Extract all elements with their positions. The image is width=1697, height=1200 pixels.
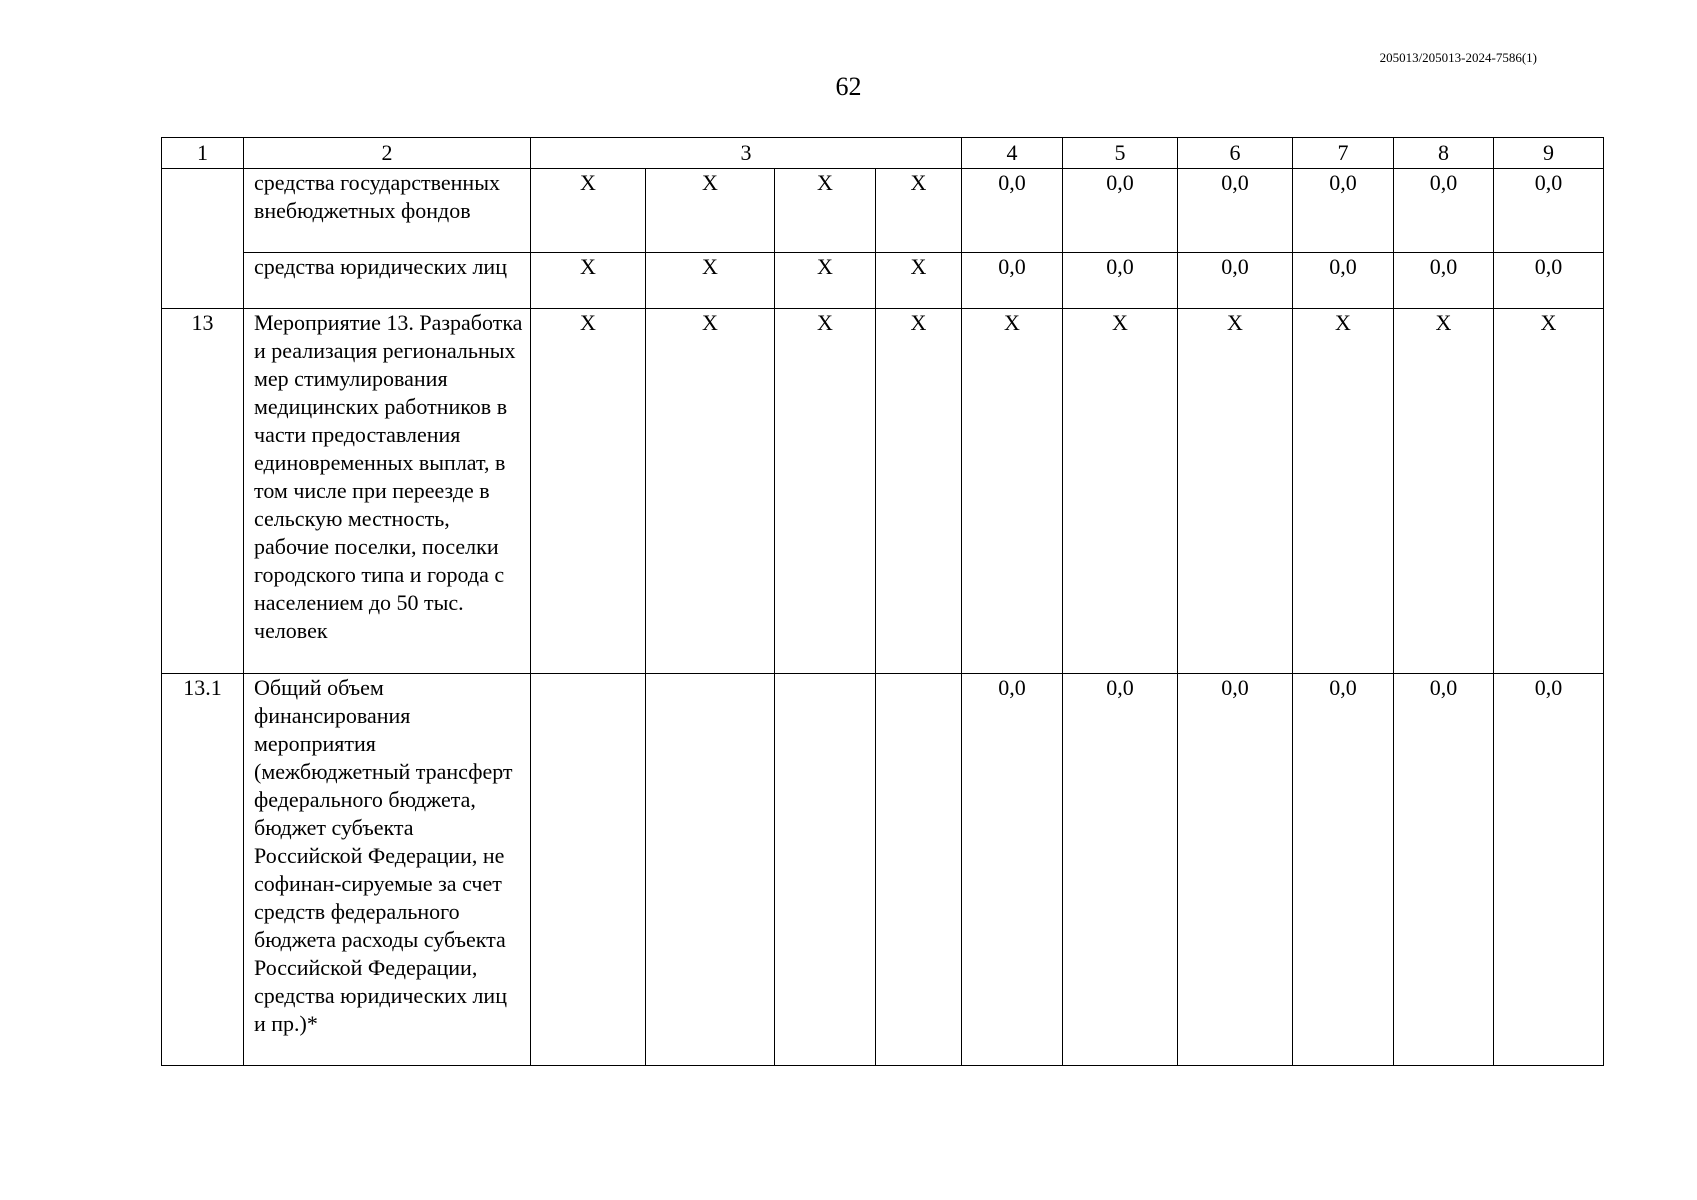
data-table (161, 137, 1604, 1066)
table-cell: 0,0 (1494, 674, 1604, 1066)
table-cell: 0,0 (1394, 253, 1494, 309)
column-header: 8 (1394, 138, 1494, 169)
table-cell: X (646, 169, 775, 253)
row-description: средства юридических лиц (244, 253, 531, 309)
table-row (162, 169, 1604, 253)
table-cell: 0,0 (1063, 253, 1178, 309)
table-cell: 0,0 (1178, 169, 1293, 253)
column-header: 9 (1494, 138, 1604, 169)
table-cell: 0,0 (962, 169, 1063, 253)
table-cell: 0,0 (1293, 169, 1394, 253)
header-row (162, 138, 1604, 169)
column-header: 5 (1063, 138, 1178, 169)
column-header: 4 (962, 138, 1063, 169)
table-row (162, 309, 1604, 674)
table-cell: 0,0 (1494, 253, 1604, 309)
column-header: 7 (1293, 138, 1394, 169)
table-cell: 0,0 (1178, 674, 1293, 1066)
table-cell: 0,0 (1063, 674, 1178, 1066)
document-id: 205013/205013-2024-7586(1) (1379, 50, 1537, 65)
table-row (162, 674, 1604, 1066)
table-cell: X (1178, 309, 1293, 674)
table-cell: 0,0 (1394, 674, 1494, 1066)
table-cell: X (876, 309, 962, 674)
table-cell: X (1394, 309, 1494, 674)
column-header: 3 (531, 138, 962, 169)
row-description: средства государственных внебюджетных фондов (244, 169, 531, 253)
table-cell: X (646, 253, 775, 309)
table-cell: X (775, 253, 876, 309)
table-cell: X (1494, 309, 1604, 674)
table-cell: X (876, 253, 962, 309)
table-cell (646, 674, 775, 1066)
table-cell: X (531, 169, 646, 253)
page-number: 62 (835, 72, 862, 101)
table-cell: X (1293, 309, 1394, 674)
table-cell: 0,0 (1394, 169, 1494, 253)
table-cell: X (531, 309, 646, 674)
table-cell (775, 674, 876, 1066)
table-cell (531, 674, 646, 1066)
row-number (162, 169, 244, 309)
row-number: 13.1 (162, 674, 244, 1066)
table-cell: 0,0 (1293, 674, 1394, 1066)
table-cell: X (531, 253, 646, 309)
table-row (162, 253, 1604, 309)
row-description: Мероприятие 13. Разработка и реализация региональных мер стимулирования медицинских работников в части предоставления единовременных выплат, в том числе при переезде в сельскую местность, рабочие поселки, поселки городского типа и города с населением до 50 тыс. человек (244, 309, 531, 674)
table-cell: X (962, 309, 1063, 674)
table-cell: X (775, 169, 876, 253)
table-cell: X (775, 309, 876, 674)
table-cell: 0,0 (962, 253, 1063, 309)
table-cell (876, 674, 962, 1066)
table-cell: X (646, 309, 775, 674)
table-cell: 0,0 (1178, 253, 1293, 309)
table-cell: 0,0 (1494, 169, 1604, 253)
table-cell: 0,0 (962, 674, 1063, 1066)
table-cell: X (1063, 309, 1178, 674)
row-number: 13 (162, 309, 244, 674)
column-header: 1 (162, 138, 244, 169)
table-cell: 0,0 (1063, 169, 1178, 253)
table-cell: X (876, 169, 962, 253)
column-header: 2 (244, 138, 531, 169)
table-cell: 0,0 (1293, 253, 1394, 309)
row-description: Общий объем финансирования мероприятия (межбюджетный трансферт федерального бюджета, бюджет субъекта Российской Федерации, не софинан-сируемые за счет средств федерального бюджета расходы субъекта Российской Федерации, средства юридических лиц и пр.)* (244, 674, 531, 1066)
column-header: 6 (1178, 138, 1293, 169)
